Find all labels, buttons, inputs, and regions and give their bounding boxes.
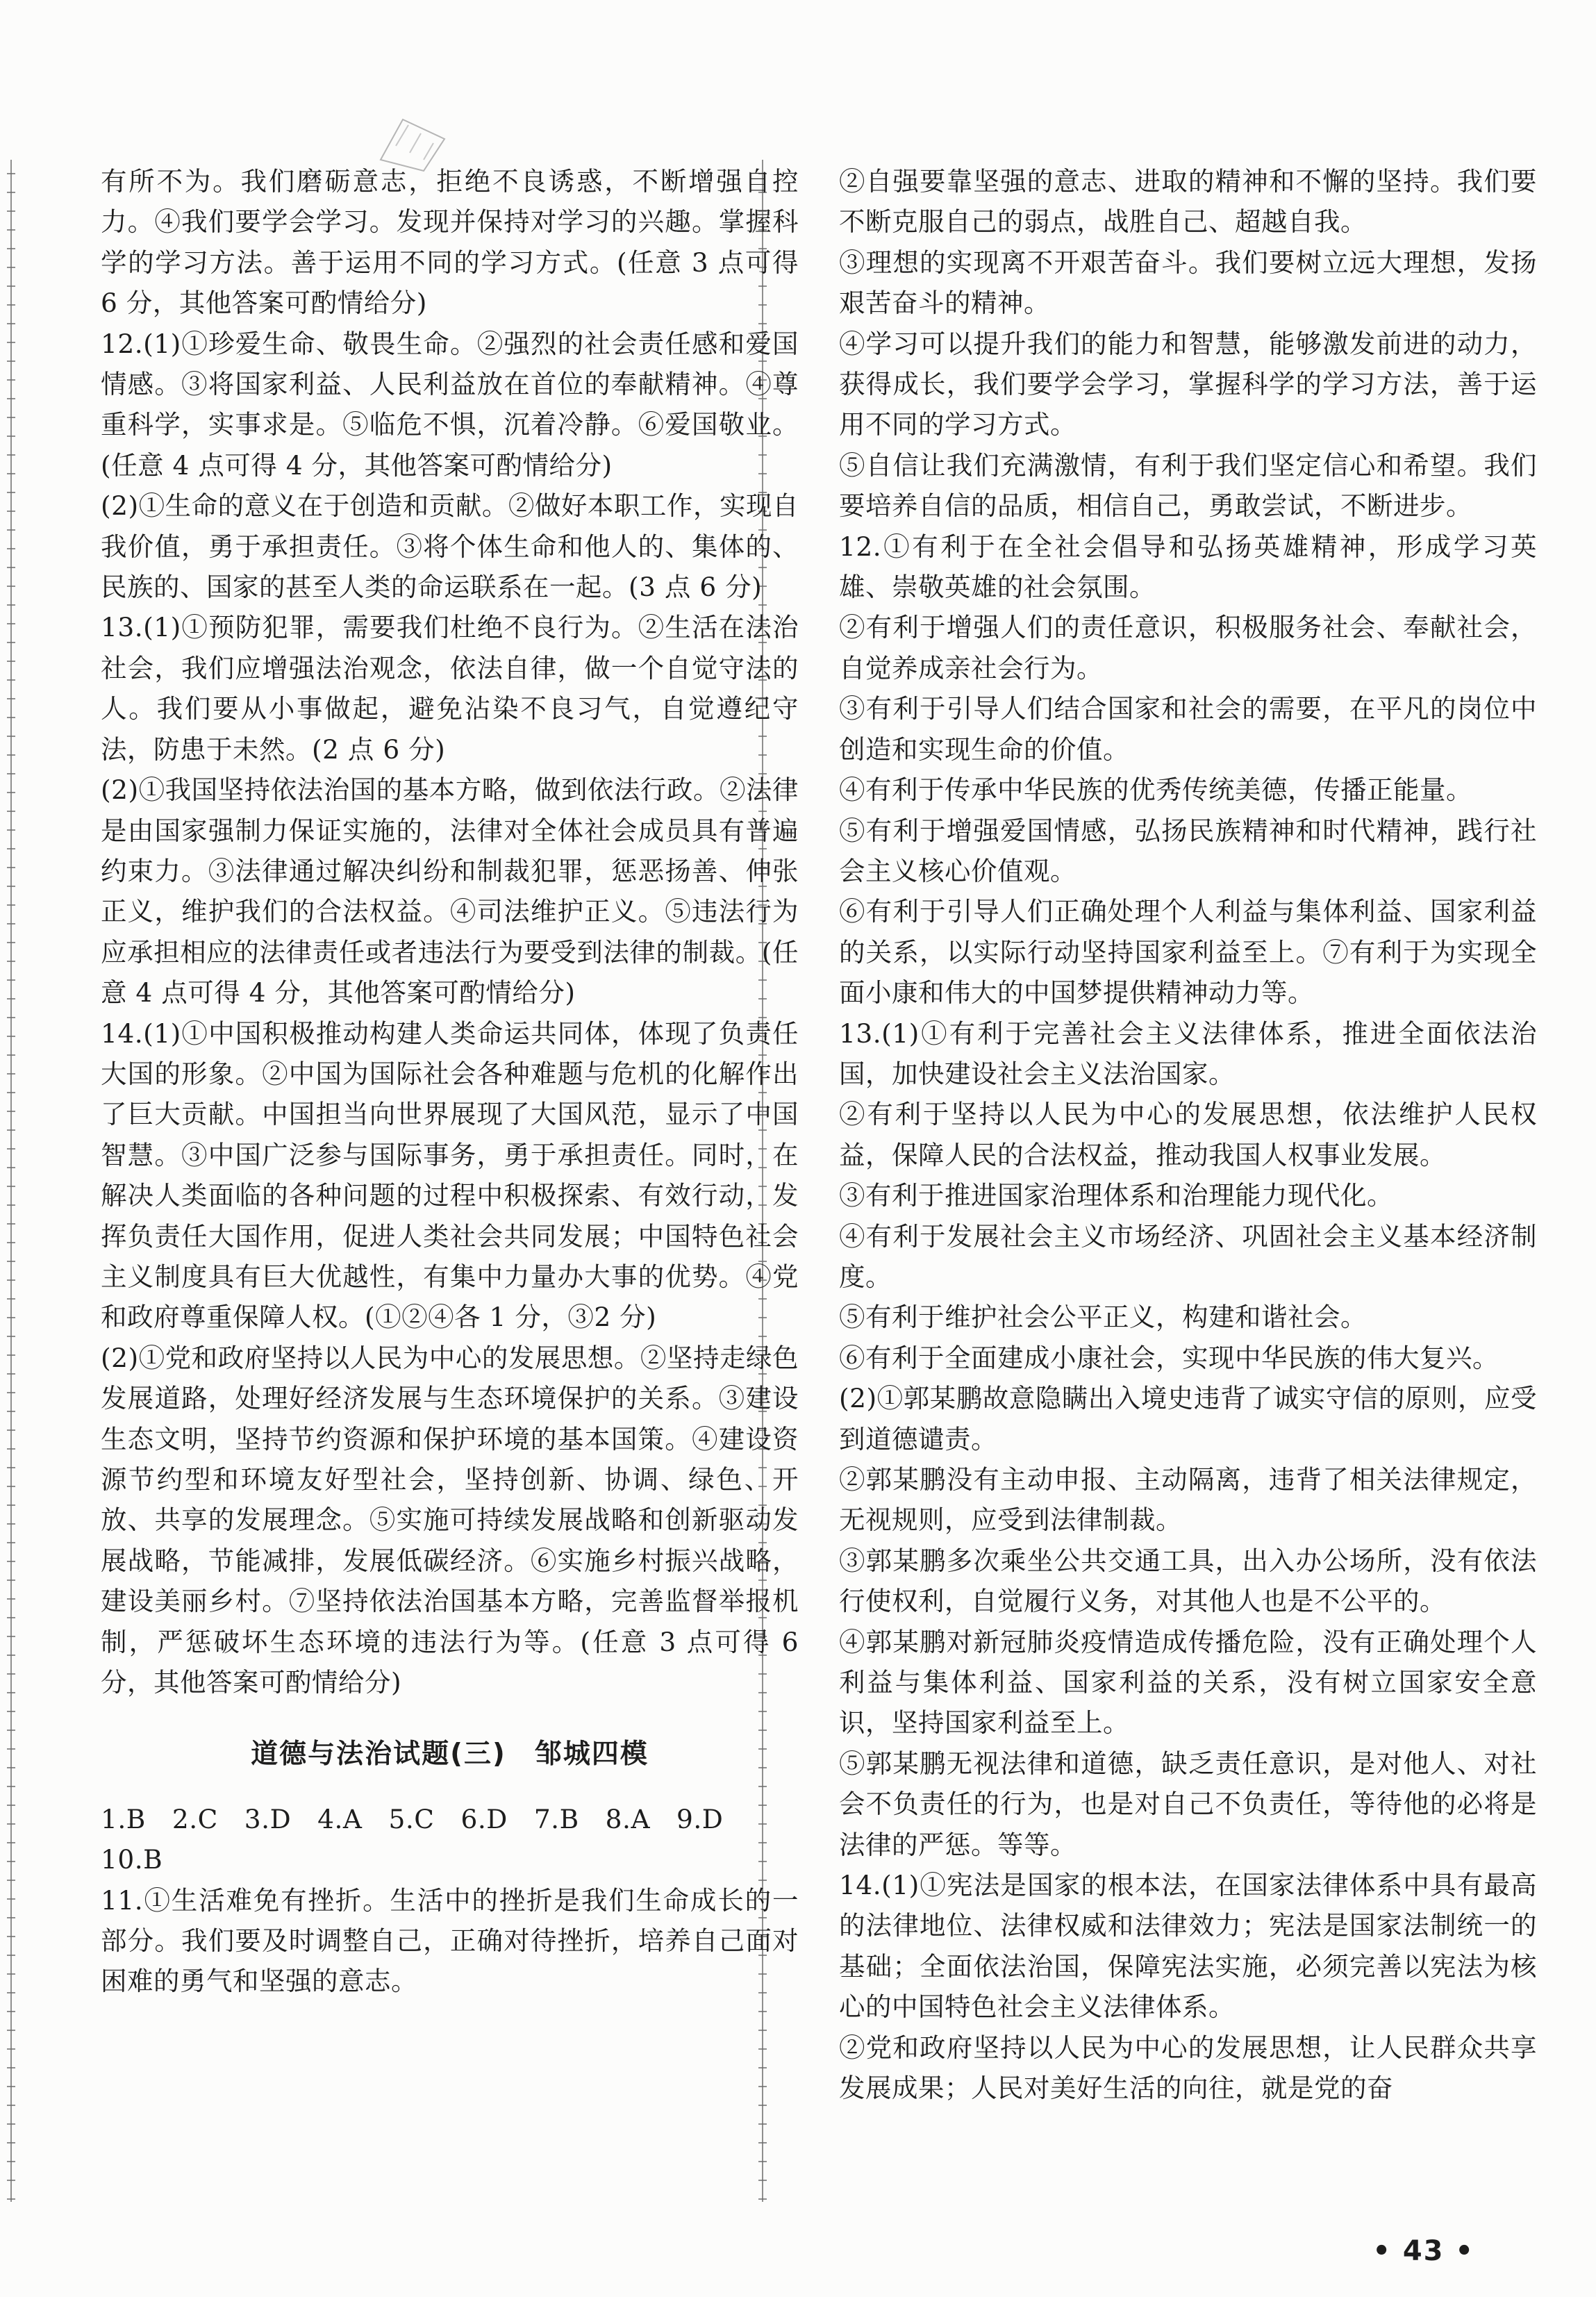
multiple-choice-answers: 10.B (101, 1844, 163, 1875)
multiple-choice-answers: 1.B 2.C 3.D 4.A 5.C 6.D 7.B 8.A 9.D (101, 1803, 724, 1834)
answer-paragraph: 13.(1)①预防犯罪，需要我们杜绝不良行为。②生活在法治社会，我们应增强法治观念，依法自律，做一个自觉守法的人。我们要从小事做起，避免沾染不良习气，自觉遵纪守法，防患于未然。(2 点 6 分) (101, 612, 799, 765)
answer-paragraph: ②有利于增强人们的责任意识，积极服务社会、奉献社会，自觉养成亲社会行为。 (839, 612, 1537, 683)
answer-paragraph: ⑤有利于维护社会公平正义，构建和谐社会。 (839, 1302, 1367, 1333)
answer-paragraph: ③理想的实现离不开艰苦奋斗。我们要树立远大理想，发扬艰苦奋斗的精神。 (839, 247, 1537, 319)
left-column (101, 161, 799, 2002)
answer-paragraph: ⑤郭某鹏无视法律和道德，缺乏责任意识，是对他人、对社会不负责任的行为，也是对自己不负责任，等待他的必将是法律的严惩。等等。 (839, 1748, 1537, 1860)
answer-paragraph: 14.(1)①中国积极推动构建人类命运共同体，体现了负责任大国的形象。②中国为国际社会各种难题与危机的化解作出了巨大贡献。中国担当向世界展现了大国风范，显示了中国智慧。③中国广泛参与国际事务，勇于承担责任。同时，在解决人类面临的各种问题的过程中积极探索、有效行动，发挥负责任大国作用，促进人类社会共同发展；中国特色社会主义制度具有巨大优越性，有集中力量办大事的优势。④党和政府尊重保障人权。(①②④各 1 分，③2 分) (101, 1018, 799, 1333)
answer-paragraph: ②郭某鹏没有主动申报、主动隔离，违背了相关法律规定，无视规则，应受到法律制裁。 (839, 1464, 1537, 1536)
left-answers-bottom (101, 1799, 799, 2002)
right-column (839, 161, 1537, 2109)
section-heading: 道德与法治试题(三) 邹城四模 (251, 1739, 649, 1771)
answer-paragraph: ③有利于引导人们结合国家和社会的需要，在平凡的岗位中创造和实现生命的价值。 (839, 693, 1537, 765)
answer-paragraph: (2)①郭某鹏故意隐瞒出入境史违背了诚实守信的原则，应受到道德谴责。 (839, 1383, 1537, 1454)
answer-paragraph: ④郭某鹏对新冠肺炎疫情造成传播危险，没有正确处理个人利益与集体利益、国家利益的关系，没有树立国家安全意识，坚持国家利益至上。 (839, 1626, 1537, 1739)
answer-paragraph: (2)①党和政府坚持以人民为中心的发展思想。②坚持走绿色发展道路，处理好经济发展与生态环境保护的关系。③建设生态文明，坚持节约资源和保护环境的基本国策。④建设资源节约型和环境友好型社会，坚持创新、协调、绿色、开放、共享的发展理念。⑤实施可持续发展战略和创新驱动发展战略，节能减排，发展低碳经济。⑥实施乡村振兴战略，建设美丽乡村。⑦坚持依法治国基本方略，完善监督举报机制，严惩破坏生态环境的违法行为等。(任意 3 点可得 6 分，其他答案可酌情给分) (101, 1342, 799, 1698)
page-number: • 43 • (1372, 2235, 1474, 2267)
answer-paragraph: 12.①有利于在全社会倡导和弘扬英雄精神，形成学习英雄、崇敬英雄的社会氛围。 (839, 531, 1537, 603)
answer-paragraph: 有所不为。我们磨砺意志，拒绝不良诱惑，不断增强自控力。④我们要学会学习。发现并保持对学习的兴趣。掌握科学的学习方法。善于运用不同的学习方式。(任意 3 点可得 6 分，其他答案可酌情给分) (101, 166, 799, 319)
answer-paragraph: ⑥有利于引导人们正确处理个人利益与集体利益、国家利益的关系，以实际行动坚持国家利益至上。⑦有利于为实现全面小康和伟大的中国梦提供精神动力等。 (839, 896, 1537, 1009)
answer-paragraph: ②自强要靠坚强的意志、进取的精神和不懈的坚持。我们要不断克服自己的弱点，战胜自己、超越自我。 (839, 166, 1537, 238)
answer-paragraph: (2)①生命的意义在于创造和贡献。②做好本职工作，实现自我价值，勇于承担责任。③将个体生命和他人的、集体的、民族的、国家的甚至人类的命运联系在一起。(3 点 6 分) (101, 490, 799, 603)
answer-paragraph: 14.(1)①宪法是国家的根本法，在国家法律体系中具有最高的法律地位、法律权威和法律效力；宪法是国家法制统一的基础；全面依法治国，保障宪法实施，必须完善以宪法为核心的中国特色社会主义法律体系。 (839, 1870, 1537, 2023)
answer-paragraph: ③有利于推进国家治理体系和治理能力现代化。 (839, 1180, 1393, 1211)
answer-paragraph: ⑥有利于全面建成小康社会，实现中华民族的伟大复兴。 (839, 1342, 1499, 1373)
answer-paragraph: 11.①生活难免有挫折。生活中的挫折是我们生命成长的一部分。我们要及时调整自己，正确对待挫折，培养自己面对困难的勇气和坚强的意志。 (101, 1884, 799, 1997)
answer-paragraph: ④有利于传承中华民族的优秀传统美德，传播正能量。 (839, 774, 1472, 806)
answer-paragraph: ②有利于坚持以人民为中心的发展思想，依法维护人民权益，保障人民的合法权益，推动我国人权事业发展。 (839, 1099, 1537, 1170)
answer-paragraph: ②党和政府坚持以人民为中心的发展思想，让人民群众共享发展成果；人民对美好生活的向往，就是党的奋 (839, 2032, 1537, 2104)
answer-paragraph: (2)①我国坚持依法治国的基本方略，做到依法行政。②法律是由国家强制力保证实施的，法律对全体社会成员具有普遍约束力。③法律通过解决纠纷和制裁犯罪，惩恶扬善、伸张正义，维护我们的合法权益。④司法维护正义。⑤违法行为应承担相应的法律责任或者违法行为要受到法律的制裁。(任意 4 点可得 4 分，其他答案可酌情给分) (101, 774, 799, 1009)
answer-paragraph: ④有利于发展社会主义市场经济、巩固社会主义基本经济制度。 (839, 1220, 1537, 1292)
answer-paragraph: 12.(1)①珍爱生命、敬畏生命。②强烈的社会责任感和爱国情感。③将国家利益、人民利益放在首位的奉献精神。④尊重科学，实事求是。⑤临危不惧，沉着冷静。⑥爱国敬业。(任意 4 点可得 4 分，其他答案可酌情给分) (101, 328, 799, 481)
answer-paragraph: ④学习可以提升我们的能力和智慧，能够激发前进的动力，获得成长，我们要学会学习，掌握科学的学习方法，善于运用不同的学习方式。 (839, 328, 1537, 440)
left-margin-binding-marks (3, 0, 19, 2297)
left-answers-top (101, 161, 799, 1702)
answer-paragraph: ③郭某鹏多次乘坐公共交通工具，出入办公场所，没有依法行使权利，自觉履行义务，对其他人也是不公平的。 (839, 1545, 1537, 1617)
answer-paragraph: ⑤有利于增强爱国情感，弘扬民族精神和时代精神，践行社会主义核心价值观。 (839, 815, 1537, 886)
answer-paragraph: 13.(1)①有利于完善社会主义法律体系，推进全面依法治国，加快建设社会主义法治国家。 (839, 1018, 1537, 1089)
answer-paragraph: ⑤自信让我们充满激情，有利于我们坚定信心和希望。我们要培养自信的品质，相信自己，勇敢尝试，不断进步。 (839, 449, 1537, 522)
